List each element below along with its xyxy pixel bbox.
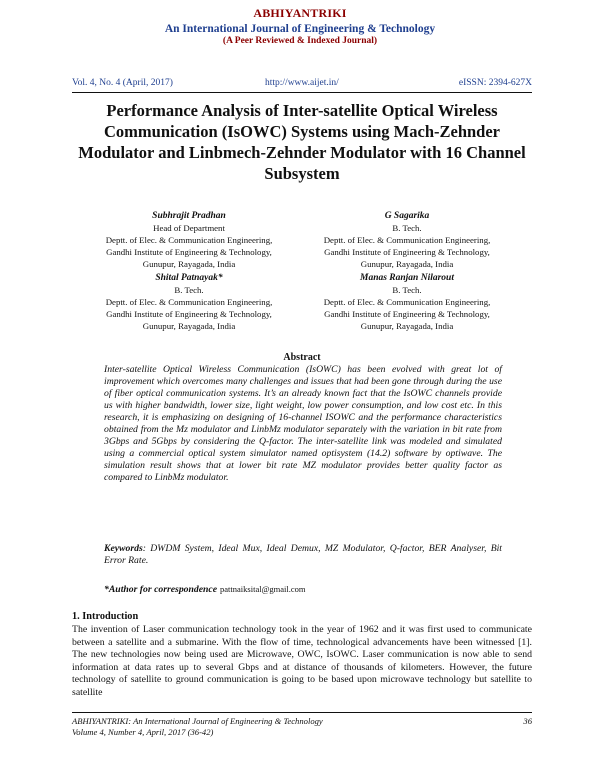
author-role: B. Tech. [392,285,422,295]
author-department: Deptt. of Elec. & Communication Engineering, [105,235,273,245]
author-card [84,272,294,332]
author-role: Head of Department [153,223,225,233]
keywords-paragraph [104,543,502,568]
author-card [302,272,512,332]
abstract-heading: Abstract [283,352,321,363]
correspondence-note [104,584,502,595]
author-role: B. Tech. [392,223,422,233]
author-location: Gunupur, Rayagada, India [360,259,454,269]
footer-volume-line: Volume 4, Number 4, April, 2017 (36-42) [72,727,214,737]
author-location: Gunupur, Rayagada, India [142,259,236,269]
peer-reviewed-label: (A Peer Reviewed & Indexed Journal) [222,36,378,46]
journal-url-link[interactable]: http://www.aijet.in/ [265,78,339,88]
journal-name: ABHIYANTRIKI [253,6,347,20]
author-name: Subhrajit Pradhan [152,211,226,221]
author-name: Shital Patnayak* [155,273,223,283]
journal-header [0,6,600,46]
abstract-text: Inter-satellite Optical Wireless Communication (IsOWC) has been evolved with great lot of improvement which overcomes many challenges and issues that had been gone through during the use of fiber optical communication systems. It’s an already known fact that the IsOWC channels provide us with higher bandwidth, lower size, light weight, low power consumption, and low cost etc. In this research, it is emphasizing on designing of 16-channel ISOWC and the performance characteristics obtained from the Mz modulator and LinbMz modulator separately with the variation in bit rate from 3Gbps and 5Gbps by considering the Q-factor. The inter-satellite link was modeled and simulated using a commercial optical system simulator named optisystem (14.2) software by optiwave. The simulation result shows that at lower bit rate MZ modulator provides better quality factor as compared to LinbMz modulator. [104,364,502,484]
author-department: Deptt. of Elec. & Communication Engineering, [323,297,491,307]
page-footer [72,716,532,738]
page-number: 36 [523,716,532,726]
author-location: Gunupur, Rayagada, India [360,321,454,331]
author-card [84,210,294,270]
keywords-text: : DWDM System, Ideal Mux, Ideal Demux, MZ Modulator, Q-factor, BER Analyser, Bit Error Rate. [104,543,502,567]
author-name: G Sagarika [384,211,430,221]
header-divider [72,92,532,93]
footer-divider [72,712,532,713]
keywords-label: Keywords [104,543,143,554]
section-heading-introduction: 1. Introduction [72,611,139,622]
author-name: Manas Ranjan Nilarout [360,273,454,283]
introduction-text: The invention of Laser communication technology took in the year of 1962 and it was first used to communicate between a satellite and a submarine. With the flow of time, technological advancements have been witnessed [1]. The new technologies now being used are Microwave, OWC, IsOWC. Laser communication is now able to send information at data rates up to several Gbps and at distance of thousands of kilometers. However, the future technology of satellite to ground communication is going to be based upon microwave technology but satellite to satellite [72,624,532,698]
author-card [302,210,512,270]
footer-journal-line: ABHIYANTRIKI: An International Journal of Engineering & Technology [72,716,323,726]
correspondence-label: *Author for correspondence [104,584,218,595]
author-department: Deptt. of Elec. & Communication Engineering, [323,235,491,245]
issn-info: eISSN: 2394-627X [458,78,532,88]
author-institute: Gandhi Institute of Engineering & Technology, [324,247,490,257]
journal-subtitle: An International Journal of Engineering & Technology [164,23,436,35]
volume-info: Vol. 4, No. 4 (April, 2017) [72,78,173,88]
author-location: Gunupur, Rayagada, India [142,321,236,331]
author-department: Deptt. of Elec. & Communication Engineering, [105,297,273,307]
paper-title: Performance Analysis of Inter-satellite Optical Wireless Communication (IsOWC) Systems using Mach-Zehnder Modulator and Linbmech-Zehnder Modulator with 16 Channel Subsystem [78,101,526,183]
author-institute: Gandhi Institute of Engineering & Technology, [324,309,490,319]
author-role: B. Tech. [174,285,204,295]
author-institute: Gandhi Institute of Engineering & Technology, [106,247,272,257]
journal-meta-row [72,78,532,90]
author-institute: Gandhi Institute of Engineering & Technology, [106,309,272,319]
correspondence-email: pattnaiksital@gmail.com [220,584,306,594]
